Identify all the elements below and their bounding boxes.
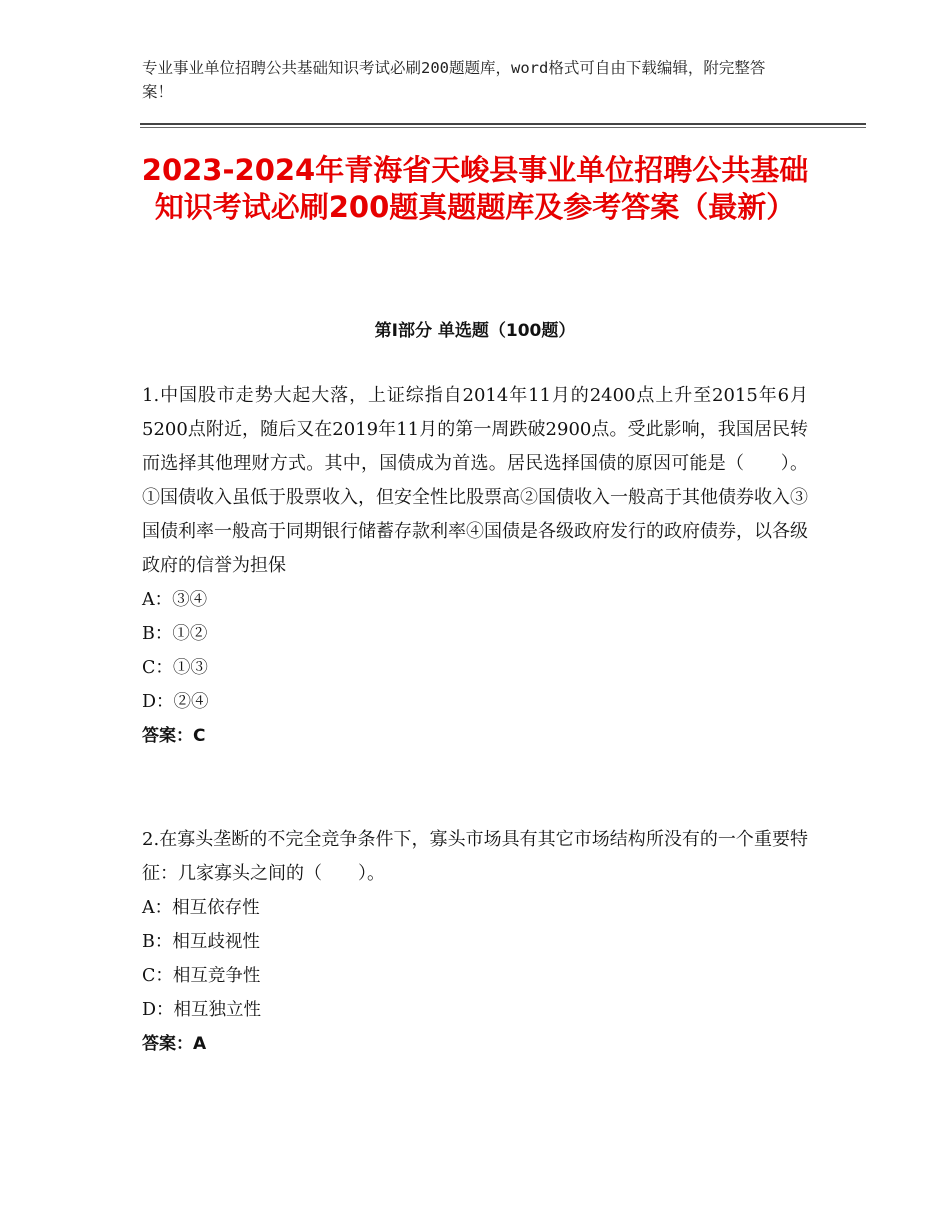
- option-b: B：相互歧视性: [142, 932, 260, 952]
- option-d: D：相互独立性: [142, 1000, 262, 1020]
- option-a: A：③④: [142, 590, 208, 610]
- option-b: B：①②: [142, 624, 208, 644]
- question-1: [142, 379, 808, 753]
- option-c: C：相互竞争性: [142, 966, 261, 986]
- question-2: [142, 823, 808, 1061]
- option-a: A：相互依存性: [142, 898, 260, 918]
- answer: 答案：C: [142, 726, 206, 746]
- header-divider-thick: [140, 123, 866, 125]
- answer: 答案：A: [142, 1034, 207, 1054]
- header-divider-thin: [140, 127, 866, 128]
- section-heading: 第I部分 单选题（100题）: [374, 321, 576, 341]
- question-stem: 2.在寡头垄断的不完全竞争条件下，寡头市场具有其它市场结构所没有的一个重要特征：几家寡头之间的（ ）。: [142, 829, 808, 884]
- option-d: D：②④: [142, 692, 209, 712]
- header-note: 专业事业单位招聘公共基础知识考试必刷200题题库，word格式可自由下载编辑，附完整答案！: [142, 59, 766, 101]
- question-stem: 1.中国股市走势大起大落，上证综指自2014年11月的2400点上升至2015年6月5200点附近，随后又在2019年11月的第一周跌破2900点。受此影响，我国居民转而选择其他理财方式。其中，国债成为首选。居民选择国债的原因可能是（ ）。①国债收入虽低于股票收入，但安全性比股票高②国债收入一般高于其他债券收入③国债利率一般高于同期银行储蓄存款利率④国债是各级政府发行的政府债券，以各级政府的信誉为担保: [142, 385, 808, 576]
- document-title: 2023-2024年青海省天峻县事业单位招聘公共基础知识考试必刷200题真题题库及参考答案（最新）: [141, 153, 809, 224]
- option-c: C：①③: [142, 658, 208, 678]
